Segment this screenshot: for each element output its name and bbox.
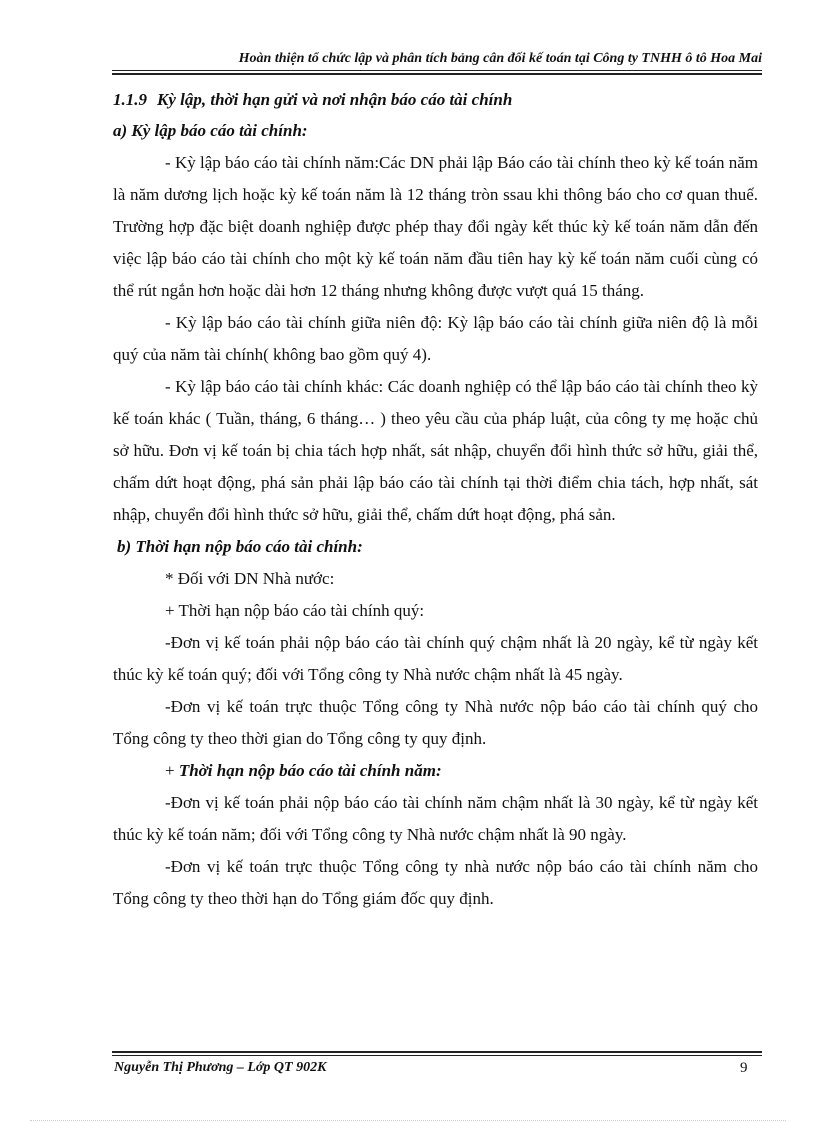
section-number: 1.1.9 [113,90,147,109]
section-heading [113,85,758,115]
page-header: Hoàn thiện tổ chức lập và phân tích bảng cân đối kế toán tại Công ty TNHH ô tô Hoa Mai [238,51,762,66]
section-title: Kỳ lập, thời hạn gửi và nơi nhận báo cáo tài chính [157,90,513,109]
part-a-heading: a) Kỳ lập báo cáo tài chính: [113,121,308,140]
paragraph: -Đơn vị kế toán phải nộp báo cáo tài chính quý chậm nhất là 20 ngày, kể từ ngày kết thúc kỳ kế toán quý; đối với Tổng công ty Nhà nước chậm nhất là 45 ngày. [113,633,758,684]
quarterly-heading: + Thời hạn nộp báo cáo tài chính quý: [165,601,425,620]
document-body [113,85,758,915]
page-number: 9 [740,1060,748,1076]
header-rule [112,70,762,75]
page-edge-divider [30,1120,786,1121]
paragraph: -Đơn vị kế toán phải nộp báo cáo tài chính năm chậm nhất là 30 ngày, kể từ ngày kết thúc kỳ kế toán năm; đối với Tổng công ty Nhà nước chậm nhất là 90 ngày. [113,793,758,844]
paragraph: - Kỳ lập báo cáo tài chính giữa niên độ: Kỳ lập báo cáo tài chính giữa niên độ là mỗi quý của năm tài chính( không bao gồm quý 4). [113,313,758,364]
paragraph: -Đơn vị kế toán trực thuộc Tổng công ty nhà nước nộp báo cáo tài chính năm cho Tổng công ty theo thời hạn do Tổng giám đốc quy định. [113,857,758,908]
paragraph: -Đơn vị kế toán trực thuộc Tổng công ty Nhà nước nộp báo cáo tài chính quý cho Tổng công ty theo thời gian do Tổng công ty quy định. [113,697,758,748]
footer-author: Nguyễn Thị Phương – Lớp QT 902K [114,1060,327,1075]
annual-heading-text: Thời hạn nộp báo cáo tài chính năm: [178,761,442,780]
state-owned-label: * Đối với DN Nhà nước: [165,569,335,588]
paragraph: - Kỳ lập báo cáo tài chính khác: Các doanh nghiệp có thể lập báo cáo tài chính theo kỳ kế toán khác ( Tuần, tháng, 6 tháng… ) theo yêu cầu của pháp luật, của công ty mẹ hoặc chủ sở hữu. Đơn vị kế toán bị chia tách hợp nhất, sát nhập, chuyển đổi hình thức sở hữu, giải thể, chấm dứt hoạt động, phá sản phải lập báo cáo tài chính tại thời điểm chia tách, hợp nhất, sát nhập, chuyển đổi hình thức sở hữu, giải thể, chấm dứt hoạt động, phá sản. [113,377,758,524]
annual-prefix: + [165,761,179,780]
part-b-heading: b) Thời hạn nộp báo cáo tài chính: [117,537,363,556]
annual-heading [113,755,758,787]
footer-rule [112,1051,762,1056]
paragraph: - Kỳ lập báo cáo tài chính năm:Các DN phải lập Báo cáo tài chính theo kỳ kế toán năm là năm dương lịch hoặc kỳ kế toán năm là 12 tháng tròn ssau khi thông báo cho cơ quan thuế. Trường hợp đặc biệt doanh nghiệp được phép thay đổi ngày kết thúc kỳ kế toán năm dẫn đến việc lập báo cáo tài chính cho một kỳ kế toán năm đầu tiên hay kỳ kế toán năm cuối cùng có thể rút ngắn hơn hoặc dài hơn 12 tháng nhưng không được vượt quá 15 tháng. [113,153,758,300]
